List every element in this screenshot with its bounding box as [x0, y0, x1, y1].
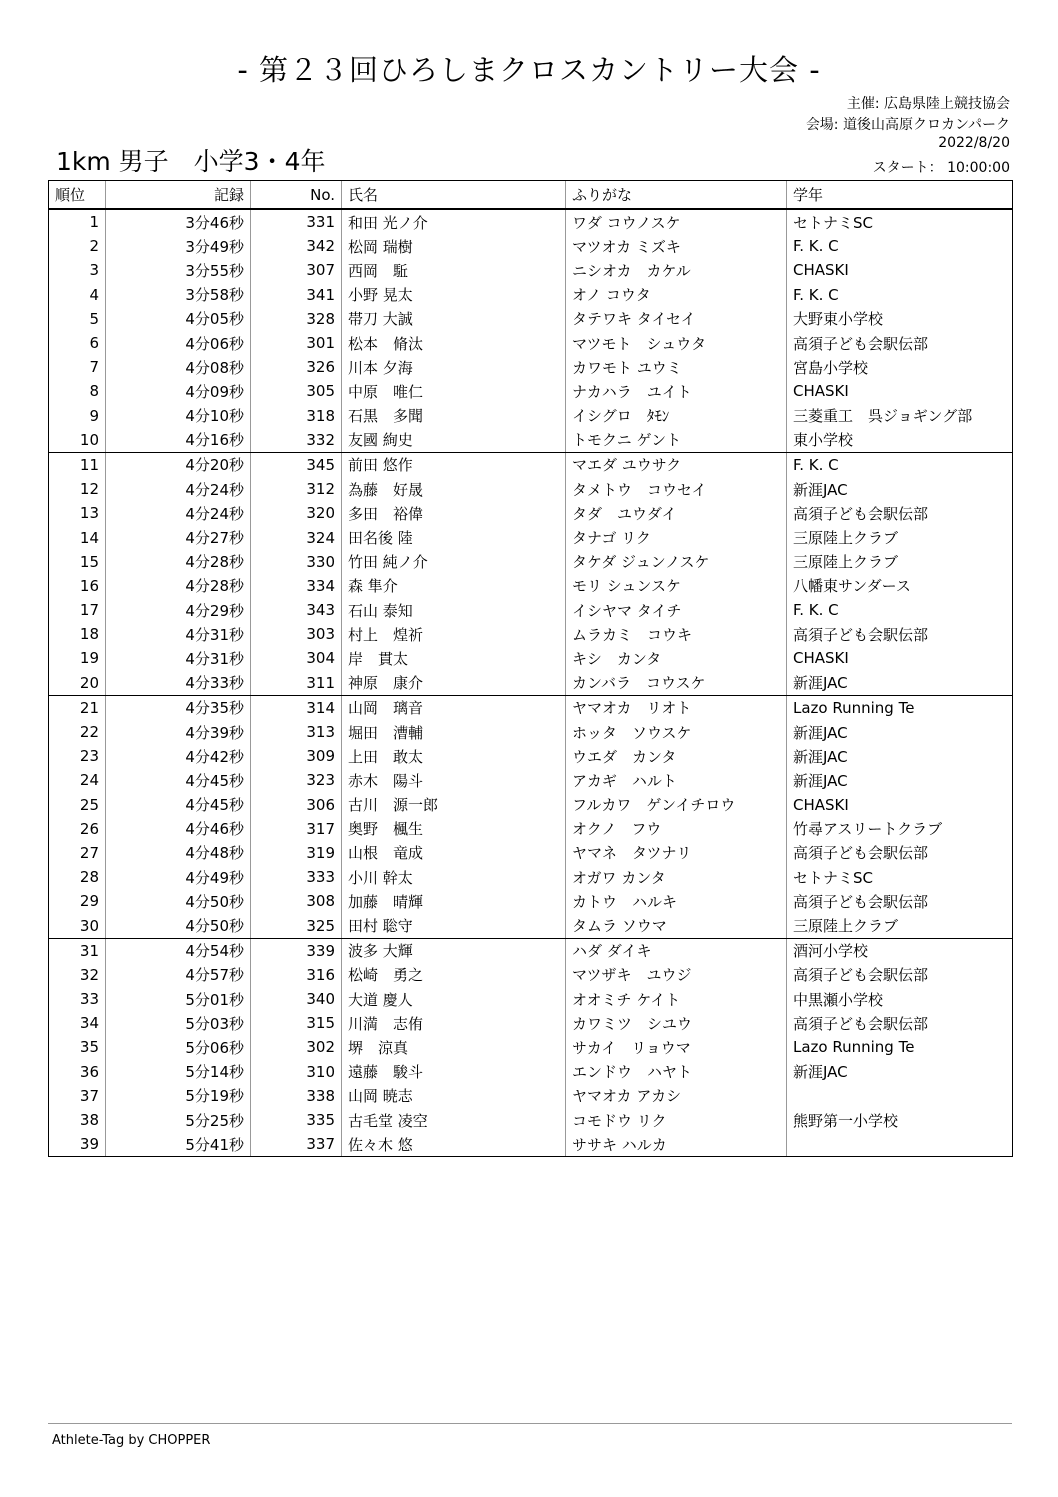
table-row — [49, 963, 1013, 987]
table-row — [49, 355, 1013, 379]
bib-number-cell: 325 — [251, 913, 342, 938]
furigana-cell: オクノ フウ — [566, 817, 787, 841]
bib-number-cell: 302 — [251, 1035, 342, 1059]
record-cell: 4分06秒 — [106, 331, 251, 355]
header-furigana: ふりがな — [566, 181, 787, 210]
record-cell: 4分05秒 — [106, 307, 251, 331]
bib-number-cell: 309 — [251, 744, 342, 768]
rank-cell: 12 — [49, 477, 106, 501]
rank-cell: 17 — [49, 598, 106, 622]
record-cell: 4分50秒 — [106, 889, 251, 913]
team-cell — [787, 1084, 1013, 1108]
name-cell: 奥野 楓生 — [342, 817, 566, 841]
rank-cell: 39 — [49, 1132, 106, 1157]
record-cell: 4分27秒 — [106, 525, 251, 549]
team-cell: 高須子ども会駅伝部 — [787, 501, 1013, 525]
bib-number-cell: 339 — [251, 938, 342, 963]
furigana-cell: オオミチ ケイト — [566, 987, 787, 1011]
name-cell: 波多 大輝 — [342, 938, 566, 963]
name-cell: 古毛堂 凌空 — [342, 1108, 566, 1132]
bib-number-cell: 307 — [251, 258, 342, 282]
team-cell: 三原陸上クラブ — [787, 525, 1013, 549]
furigana-cell: ニシオカ カケル — [566, 258, 787, 282]
team-cell: 中黒瀬小学校 — [787, 987, 1013, 1011]
name-cell: 神原 康介 — [342, 671, 566, 696]
furigana-cell: ハダ ダイキ — [566, 938, 787, 963]
header-record: 記録 — [106, 181, 251, 210]
table-row — [49, 622, 1013, 646]
record-cell: 5分41秒 — [106, 1132, 251, 1157]
rank-cell: 23 — [49, 744, 106, 768]
table-row — [49, 428, 1013, 453]
record-cell: 4分28秒 — [106, 574, 251, 598]
table-row — [49, 913, 1013, 938]
furigana-cell: オノ コウタ — [566, 283, 787, 307]
record-cell: 3分58秒 — [106, 283, 251, 307]
record-cell: 4分16秒 — [106, 428, 251, 453]
furigana-cell: モリ シュンスケ — [566, 574, 787, 598]
name-cell: 山根 竜成 — [342, 841, 566, 865]
team-cell: 東小学校 — [787, 428, 1013, 453]
furigana-cell: ウエダ カンタ — [566, 744, 787, 768]
rank-cell: 6 — [49, 331, 106, 355]
furigana-cell: アカギ ハルト — [566, 768, 787, 792]
record-cell: 4分08秒 — [106, 355, 251, 379]
name-cell: 竹田 純ノ介 — [342, 550, 566, 574]
rank-cell: 21 — [49, 695, 106, 720]
name-cell: 森 隼介 — [342, 574, 566, 598]
bib-number-cell: 308 — [251, 889, 342, 913]
team-cell: CHASKI — [787, 646, 1013, 670]
results-body — [49, 209, 1013, 1157]
table-row — [49, 1035, 1013, 1059]
name-cell: 松崎 勇之 — [342, 963, 566, 987]
record-cell: 4分39秒 — [106, 720, 251, 744]
table-row — [49, 889, 1013, 913]
rank-cell: 14 — [49, 525, 106, 549]
record-cell: 4分48秒 — [106, 841, 251, 865]
table-row — [49, 841, 1013, 865]
name-cell: 川満 志侑 — [342, 1011, 566, 1035]
organizer: 主催: 広島県陸上競技協会 — [846, 96, 1010, 112]
team-cell: 三原陸上クラブ — [787, 913, 1013, 938]
rank-cell: 32 — [49, 963, 106, 987]
table-row — [49, 379, 1013, 403]
record-cell: 4分20秒 — [106, 452, 251, 477]
rank-cell: 30 — [49, 913, 106, 938]
furigana-cell: タダ ユウダイ — [566, 501, 787, 525]
rank-cell: 5 — [49, 307, 106, 331]
team-cell: CHASKI — [787, 793, 1013, 817]
name-cell: 友國 絢史 — [342, 428, 566, 453]
bib-number-cell: 304 — [251, 646, 342, 670]
table-row — [49, 720, 1013, 744]
furigana-cell: マツオカ ミズキ — [566, 234, 787, 258]
furigana-cell: タメトウ コウセイ — [566, 477, 787, 501]
team-cell: CHASKI — [787, 379, 1013, 403]
furigana-cell: サカイ リョウマ — [566, 1035, 787, 1059]
furigana-cell: オガワ カンタ — [566, 865, 787, 889]
header-bib-number: No. — [251, 181, 342, 210]
bib-number-cell: 338 — [251, 1084, 342, 1108]
table-row — [49, 1011, 1013, 1035]
table-row — [49, 283, 1013, 307]
footer-divider — [48, 1423, 1012, 1424]
team-cell: 竹尋アスリートクラブ — [787, 817, 1013, 841]
event-name: 1km 男子 小学3・4年 — [56, 147, 326, 176]
bib-number-cell: 317 — [251, 817, 342, 841]
furigana-cell: マツザキ ユウジ — [566, 963, 787, 987]
furigana-cell: トモクニ ゲント — [566, 428, 787, 453]
furigana-cell: カトウ ハルキ — [566, 889, 787, 913]
rank-cell: 26 — [49, 817, 106, 841]
bib-number-cell: 328 — [251, 307, 342, 331]
name-cell: 中原 唯仁 — [342, 379, 566, 403]
name-cell: 大道 慶人 — [342, 987, 566, 1011]
bib-number-cell: 323 — [251, 768, 342, 792]
event-date: 2022/8/20 — [938, 135, 1010, 151]
table-row — [49, 744, 1013, 768]
rank-cell: 3 — [49, 258, 106, 282]
table-row — [49, 1108, 1013, 1132]
name-cell: 田村 聡守 — [342, 913, 566, 938]
team-cell: 高須子ども会駅伝部 — [787, 1011, 1013, 1035]
bib-number-cell: 310 — [251, 1060, 342, 1084]
table-row — [49, 452, 1013, 477]
bib-number-cell: 334 — [251, 574, 342, 598]
furigana-cell: フルカワ ゲンイチロウ — [566, 793, 787, 817]
furigana-cell: マエダ ユウサク — [566, 452, 787, 477]
name-cell: 川本 夕海 — [342, 355, 566, 379]
record-cell: 4分33秒 — [106, 671, 251, 696]
bib-number-cell: 314 — [251, 695, 342, 720]
team-cell: 高須子ども会駅伝部 — [787, 889, 1013, 913]
rank-cell: 1 — [49, 209, 106, 234]
furigana-cell: ササキ ハルカ — [566, 1132, 787, 1157]
rank-cell: 9 — [49, 404, 106, 428]
bib-number-cell: 303 — [251, 622, 342, 646]
team-cell: F. K. C — [787, 598, 1013, 622]
name-cell: 為藤 好晟 — [342, 477, 566, 501]
record-cell: 4分45秒 — [106, 793, 251, 817]
rank-cell: 38 — [49, 1108, 106, 1132]
team-cell: 高須子ども会駅伝部 — [787, 963, 1013, 987]
name-cell: 岸 貫太 — [342, 646, 566, 670]
table-row — [49, 865, 1013, 889]
name-cell: 西岡 駈 — [342, 258, 566, 282]
name-cell: 前田 悠作 — [342, 452, 566, 477]
team-cell: F. K. C — [787, 452, 1013, 477]
bib-number-cell: 311 — [251, 671, 342, 696]
rank-cell: 20 — [49, 671, 106, 696]
rank-cell: 18 — [49, 622, 106, 646]
rank-cell: 2 — [49, 234, 106, 258]
name-cell: 赤木 陽斗 — [342, 768, 566, 792]
page-title: - 第２３回ひろしまクロスカントリー大会 - — [237, 53, 821, 87]
name-cell: 帯刀 大誠 — [342, 307, 566, 331]
table-row — [49, 1084, 1013, 1108]
table-row — [49, 574, 1013, 598]
rank-cell: 34 — [49, 1011, 106, 1035]
header-name: 氏名 — [342, 181, 566, 210]
bib-number-cell: 331 — [251, 209, 342, 234]
furigana-cell: カワミツ シユウ — [566, 1011, 787, 1035]
furigana-cell: タケダ ジュンノスケ — [566, 550, 787, 574]
furigana-cell: エンドウ ハヤト — [566, 1060, 787, 1084]
team-cell: 高須子ども会駅伝部 — [787, 622, 1013, 646]
rank-cell: 8 — [49, 379, 106, 403]
table-row — [49, 671, 1013, 696]
record-cell: 4分45秒 — [106, 768, 251, 792]
rank-cell: 15 — [49, 550, 106, 574]
name-cell: 堀田 漕輔 — [342, 720, 566, 744]
team-cell: Lazo Running Te — [787, 1035, 1013, 1059]
team-cell: 新涯JAC — [787, 1060, 1013, 1084]
record-cell: 4分09秒 — [106, 379, 251, 403]
record-cell: 4分31秒 — [106, 622, 251, 646]
team-cell: 酒河小学校 — [787, 938, 1013, 963]
bib-number-cell: 340 — [251, 987, 342, 1011]
bib-number-cell: 337 — [251, 1132, 342, 1157]
table-row — [49, 646, 1013, 670]
furigana-cell: タテワキ タイセイ — [566, 307, 787, 331]
record-cell: 5分19秒 — [106, 1084, 251, 1108]
team-cell: F. K. C — [787, 234, 1013, 258]
rank-cell: 31 — [49, 938, 106, 963]
furigana-cell: ヤマオカ リオト — [566, 695, 787, 720]
team-cell: 八幡東サンダース — [787, 574, 1013, 598]
record-cell: 4分29秒 — [106, 598, 251, 622]
team-cell: 宮島小学校 — [787, 355, 1013, 379]
team-cell: Lazo Running Te — [787, 695, 1013, 720]
rank-cell: 10 — [49, 428, 106, 453]
table-row — [49, 331, 1013, 355]
name-cell: 遠藤 駿斗 — [342, 1060, 566, 1084]
name-cell: 佐々木 悠 — [342, 1132, 566, 1157]
bib-number-cell: 333 — [251, 865, 342, 889]
rank-cell: 35 — [49, 1035, 106, 1059]
bib-number-cell: 316 — [251, 963, 342, 987]
rank-cell: 37 — [49, 1084, 106, 1108]
bib-number-cell: 306 — [251, 793, 342, 817]
furigana-cell: イシグロ ﾀﾓﾝ — [566, 404, 787, 428]
name-cell: 山岡 璃音 — [342, 695, 566, 720]
bib-number-cell: 326 — [251, 355, 342, 379]
team-cell: 熊野第一小学校 — [787, 1108, 1013, 1132]
rank-cell: 33 — [49, 987, 106, 1011]
furigana-cell: カンバラ コウスケ — [566, 671, 787, 696]
team-cell: CHASKI — [787, 258, 1013, 282]
table-row — [49, 234, 1013, 258]
table-row — [49, 1132, 1013, 1157]
table-row — [49, 258, 1013, 282]
furigana-cell: イシヤマ タイチ — [566, 598, 787, 622]
rank-cell: 29 — [49, 889, 106, 913]
record-cell: 5分06秒 — [106, 1035, 251, 1059]
table-row — [49, 209, 1013, 234]
record-cell: 3分55秒 — [106, 258, 251, 282]
team-cell: 大野東小学校 — [787, 307, 1013, 331]
bib-number-cell: 343 — [251, 598, 342, 622]
header-rank: 順位 — [49, 181, 106, 210]
team-cell: F. K. C — [787, 283, 1013, 307]
furigana-cell: ナカハラ ユイト — [566, 379, 787, 403]
bib-number-cell: 313 — [251, 720, 342, 744]
furigana-cell: タナゴ リク — [566, 525, 787, 549]
record-cell: 4分31秒 — [106, 646, 251, 670]
rank-cell: 7 — [49, 355, 106, 379]
rank-cell: 24 — [49, 768, 106, 792]
record-cell: 5分03秒 — [106, 1011, 251, 1035]
rank-cell: 4 — [49, 283, 106, 307]
team-cell: 新涯JAC — [787, 744, 1013, 768]
record-cell: 4分42秒 — [106, 744, 251, 768]
bib-number-cell: 301 — [251, 331, 342, 355]
name-cell: 加藤 晴輝 — [342, 889, 566, 913]
team-cell: セトナミSC — [787, 865, 1013, 889]
furigana-cell: ワダ コウノスケ — [566, 209, 787, 234]
team-cell: 新涯JAC — [787, 477, 1013, 501]
name-cell: 小川 幹太 — [342, 865, 566, 889]
team-cell: 新涯JAC — [787, 671, 1013, 696]
record-cell: 3分49秒 — [106, 234, 251, 258]
table-row — [49, 817, 1013, 841]
bib-number-cell: 341 — [251, 283, 342, 307]
name-cell: 山岡 暁志 — [342, 1084, 566, 1108]
venue: 会場: 道後山高原クロカンパーク — [805, 117, 1010, 133]
table-row — [49, 695, 1013, 720]
name-cell: 田名後 陸 — [342, 525, 566, 549]
bib-number-cell: 319 — [251, 841, 342, 865]
bib-number-cell: 342 — [251, 234, 342, 258]
record-cell: 3分46秒 — [106, 209, 251, 234]
bib-number-cell: 312 — [251, 477, 342, 501]
bib-number-cell: 318 — [251, 404, 342, 428]
record-cell: 4分57秒 — [106, 963, 251, 987]
team-cell: 高須子ども会駅伝部 — [787, 331, 1013, 355]
table-row — [49, 307, 1013, 331]
results-table — [48, 180, 1013, 1157]
name-cell: 堺 涼真 — [342, 1035, 566, 1059]
bib-number-cell: 324 — [251, 525, 342, 549]
table-header-row — [49, 181, 1013, 210]
record-cell: 4分24秒 — [106, 501, 251, 525]
record-cell: 4分46秒 — [106, 817, 251, 841]
record-cell: 5分01秒 — [106, 987, 251, 1011]
team-cell — [787, 1132, 1013, 1157]
bib-number-cell: 335 — [251, 1108, 342, 1132]
name-cell: 松岡 瑞樹 — [342, 234, 566, 258]
rank-cell: 22 — [49, 720, 106, 744]
bib-number-cell: 330 — [251, 550, 342, 574]
rank-cell: 13 — [49, 501, 106, 525]
bib-number-cell: 332 — [251, 428, 342, 453]
record-cell: 4分10秒 — [106, 404, 251, 428]
record-cell: 4分24秒 — [106, 477, 251, 501]
record-cell: 4分54秒 — [106, 938, 251, 963]
bib-number-cell: 320 — [251, 501, 342, 525]
rank-cell: 16 — [49, 574, 106, 598]
footer-credit: Athlete-Tag by CHOPPER — [52, 1433, 211, 1448]
team-cell: 新涯JAC — [787, 768, 1013, 792]
furigana-cell: タムラ ソウマ — [566, 913, 787, 938]
furigana-cell: キシ カンタ — [566, 646, 787, 670]
furigana-cell: ヤマネ タツナリ — [566, 841, 787, 865]
bib-number-cell: 315 — [251, 1011, 342, 1035]
rank-cell: 27 — [49, 841, 106, 865]
table-row — [49, 477, 1013, 501]
furigana-cell: ムラカミ コウキ — [566, 622, 787, 646]
rank-cell: 19 — [49, 646, 106, 670]
table-row — [49, 938, 1013, 963]
furigana-cell: ホッタ ソウスケ — [566, 720, 787, 744]
rank-cell: 11 — [49, 452, 106, 477]
name-cell: 村上 煌祈 — [342, 622, 566, 646]
furigana-cell: ヤマオカ アカシ — [566, 1084, 787, 1108]
table-row — [49, 1060, 1013, 1084]
header-grade-team: 学年 — [787, 181, 1013, 210]
name-cell: 和田 光ノ介 — [342, 209, 566, 234]
team-cell: 高須子ども会駅伝部 — [787, 841, 1013, 865]
name-cell: 小野 晃太 — [342, 283, 566, 307]
table-row — [49, 525, 1013, 549]
record-cell: 5分14秒 — [106, 1060, 251, 1084]
record-cell: 4分49秒 — [106, 865, 251, 889]
name-cell: 石黒 多聞 — [342, 404, 566, 428]
table-row — [49, 598, 1013, 622]
record-cell: 5分25秒 — [106, 1108, 251, 1132]
furigana-cell: カワモト ユウミ — [566, 355, 787, 379]
table-row — [49, 550, 1013, 574]
team-cell: 新涯JAC — [787, 720, 1013, 744]
name-cell: 石山 泰知 — [342, 598, 566, 622]
table-row — [49, 501, 1013, 525]
table-row — [49, 768, 1013, 792]
team-cell: 三菱重工 呉ジョギング部 — [787, 404, 1013, 428]
name-cell: 古川 源一郎 — [342, 793, 566, 817]
record-cell: 4分50秒 — [106, 913, 251, 938]
name-cell: 上田 敢太 — [342, 744, 566, 768]
table-row — [49, 793, 1013, 817]
name-cell: 多田 裕偉 — [342, 501, 566, 525]
rank-cell: 36 — [49, 1060, 106, 1084]
bib-number-cell: 305 — [251, 379, 342, 403]
record-cell: 4分35秒 — [106, 695, 251, 720]
furigana-cell: マツモト シュウタ — [566, 331, 787, 355]
rank-cell: 25 — [49, 793, 106, 817]
table-row — [49, 404, 1013, 428]
furigana-cell: コモドウ リク — [566, 1108, 787, 1132]
record-cell: 4分28秒 — [106, 550, 251, 574]
start-time: スタート： 10:00:00 — [872, 160, 1010, 176]
team-cell: 三原陸上クラブ — [787, 550, 1013, 574]
team-cell: セトナミSC — [787, 209, 1013, 234]
name-cell: 松本 脩汰 — [342, 331, 566, 355]
rank-cell: 28 — [49, 865, 106, 889]
table-row — [49, 987, 1013, 1011]
bib-number-cell: 345 — [251, 452, 342, 477]
